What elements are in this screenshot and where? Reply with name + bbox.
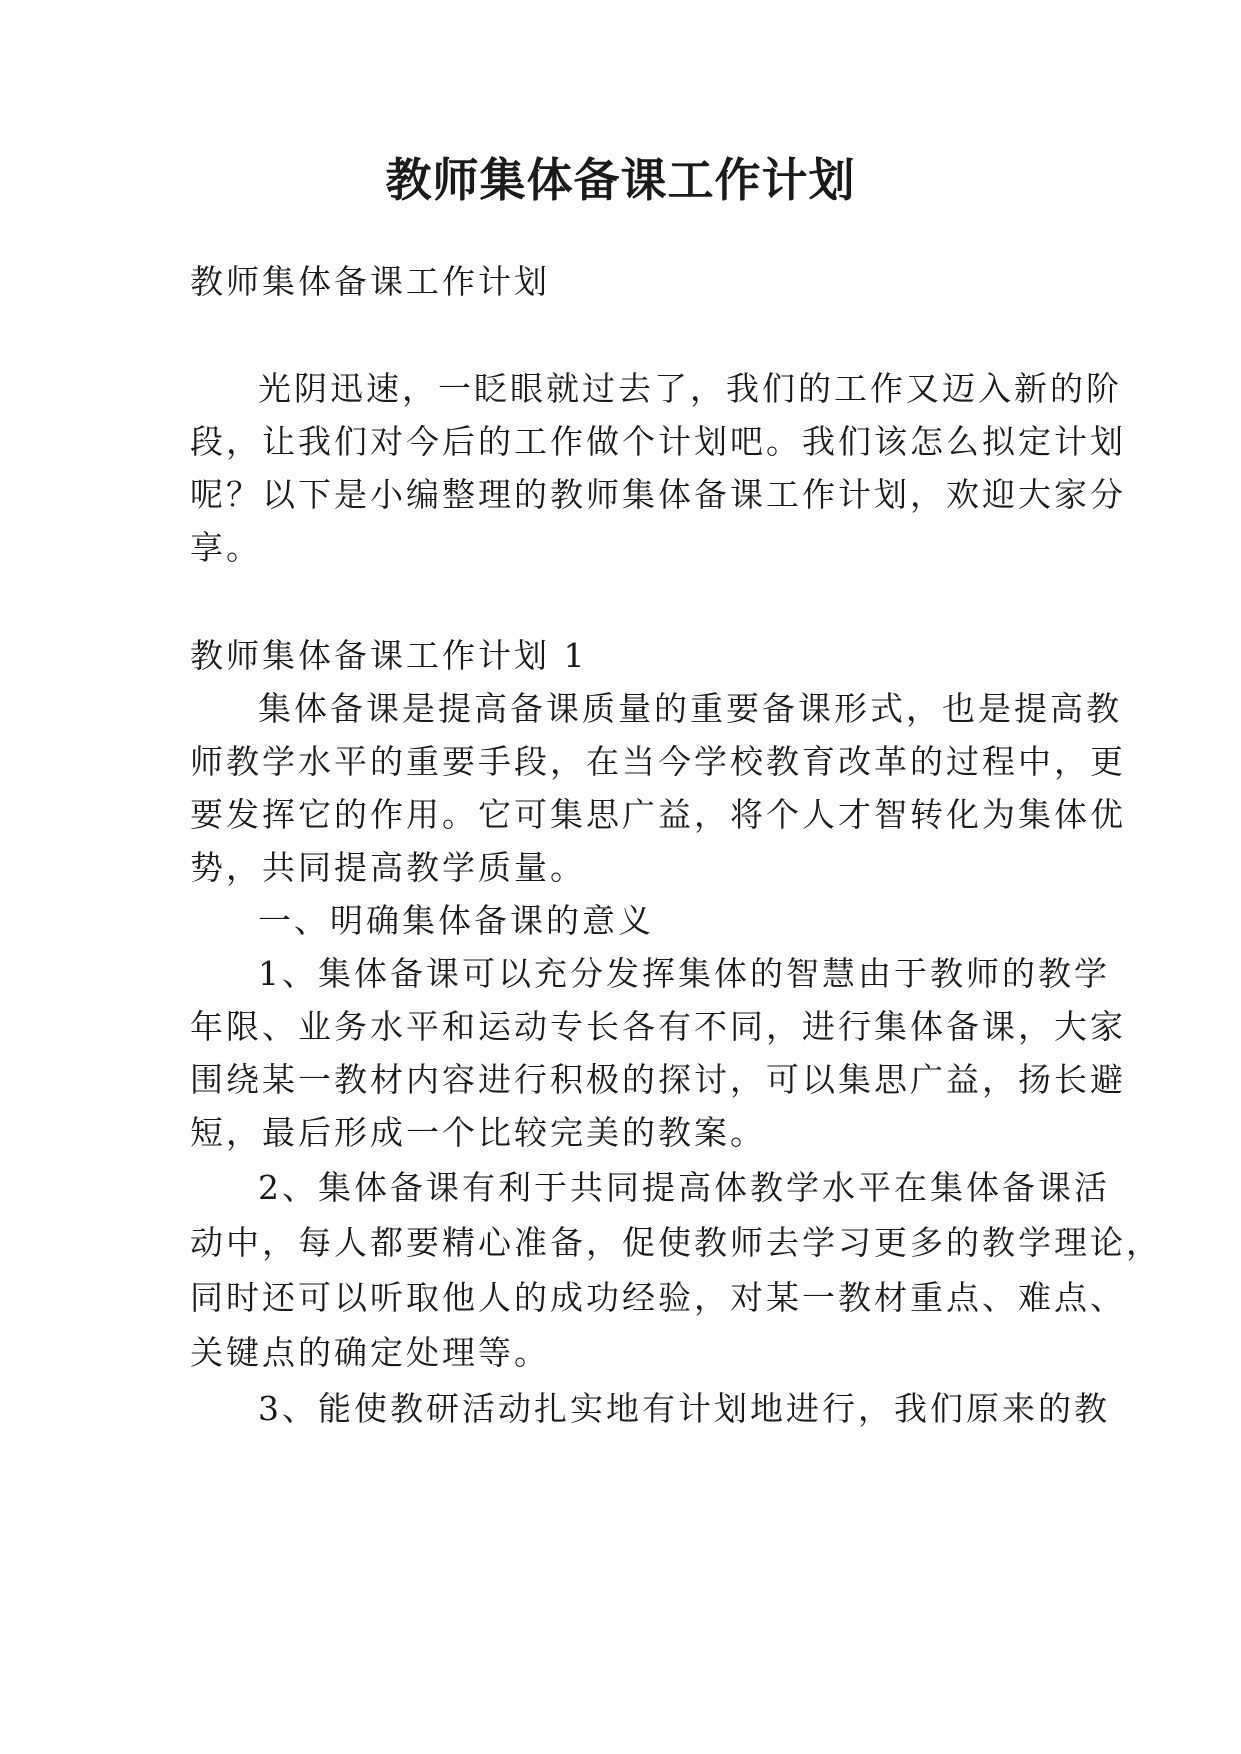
body-line: 集体备课是提高备课质量的重要备课形式，也是提高教 [258, 689, 1122, 728]
body-line: 2、集体备课有利于共同提高体教学水平在集体备课活 [258, 1168, 1110, 1207]
body-line: 围绕某一教材内容进行积极的探讨，可以集思广益，扬长避 [190, 1060, 1126, 1099]
body-line: 3、能使教研活动扎实地有计划地进行，我们原来的教 [258, 1389, 1110, 1428]
intro-line: 呢？以下是小编整理的教师集体备课工作计划，欢迎大家分 [190, 475, 1126, 514]
section-subheading: 一、明确集体备课的意义 [258, 901, 654, 940]
body-line: 师教学水平的重要手段，在当今学校教育改革的过程中，更 [190, 742, 1126, 781]
intro-line: 段，让我们对今后的工作做个计划吧。我们该怎么拟定计划 [190, 422, 1126, 461]
document-subtitle: 教师集体备课工作计划 [190, 262, 550, 301]
intro-line: 光阴迅速，一眨眼就过去了，我们的工作又迈入新的阶 [258, 369, 1122, 408]
intro-line: 享。 [190, 528, 262, 567]
section-heading: 教师集体备课工作计划 1 [190, 636, 588, 675]
body-line: 势，共同提高教学质量。 [190, 848, 586, 887]
body-line: 要发挥它的作用。它可集思广益，将个人才智转化为集体优 [190, 795, 1126, 834]
body-line: 年限、业务水平和运动专长各有不同，进行集体备课，大家 [190, 1007, 1126, 1046]
body-line: 1、集体备课可以充分发挥集体的智慧由于教师的教学 [258, 954, 1110, 993]
body-line: 同时还可以听取他人的成功经验，对某一教材重点、难点、 [190, 1278, 1126, 1317]
body-line: 动中，每人都要精心准备，促使教师去学习更多的教学理论， [190, 1223, 1162, 1262]
body-line: 关键点的确定处理等。 [190, 1333, 550, 1372]
body-line: 短，最后形成一个比较完美的教案。 [190, 1113, 766, 1152]
document-title: 教师集体备课工作计划 [385, 153, 856, 207]
